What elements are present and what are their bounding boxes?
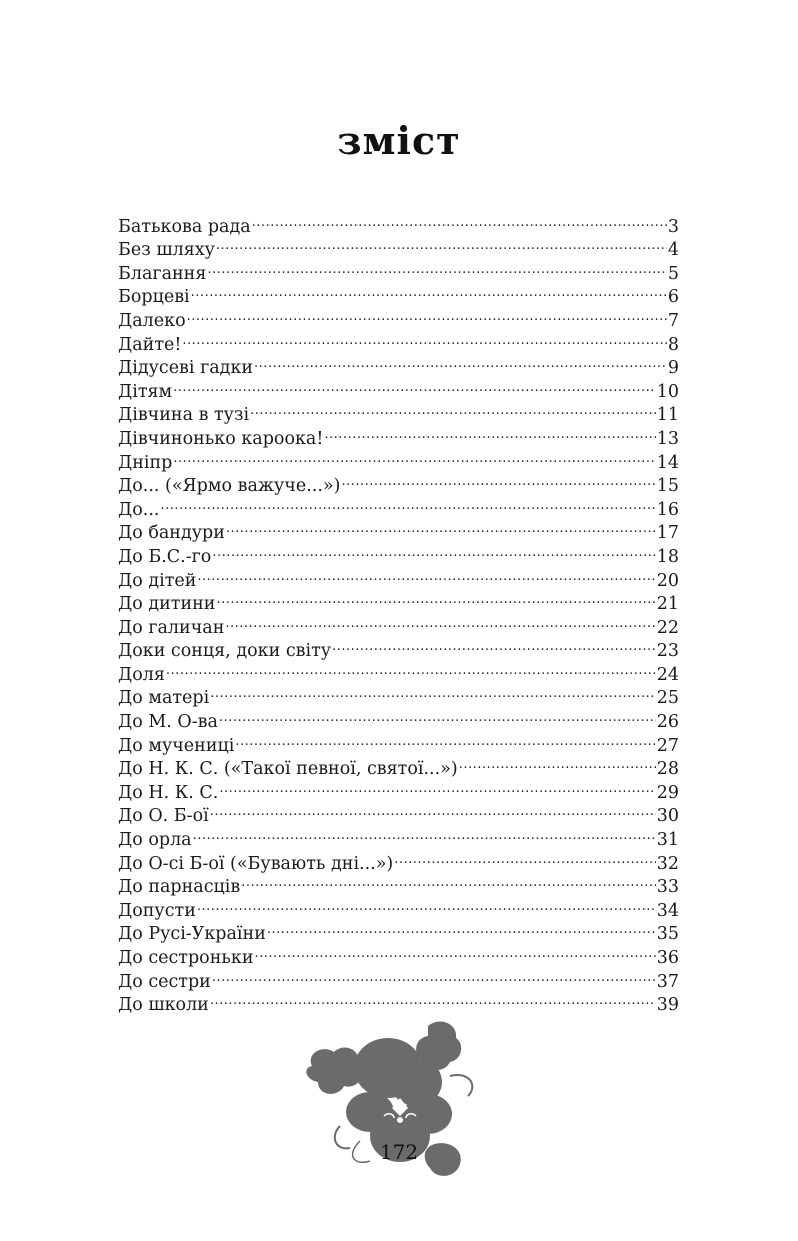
toc-entry-page: 7 xyxy=(667,310,679,331)
toc-entry-page: 39 xyxy=(656,995,679,1016)
toc-entry-page: 35 xyxy=(656,924,679,945)
toc-entry-page: 18 xyxy=(656,546,679,567)
toc-entry-title: До... xyxy=(118,499,160,520)
toc-entry-title: Дітям xyxy=(118,381,173,402)
toc-leader-dots xyxy=(210,680,656,704)
toc-entry-page: 36 xyxy=(656,948,679,968)
toc-leader-dots xyxy=(219,703,656,727)
toc-entry-page: 37 xyxy=(656,971,679,992)
toc-entry xyxy=(118,515,679,544)
toc-entry xyxy=(118,373,679,402)
toc-entry xyxy=(118,208,679,237)
toc-entry-title: Дівчина в тузі xyxy=(118,405,250,426)
toc-leader-dots xyxy=(191,279,667,303)
toc-entry-title: Батькова рада xyxy=(118,216,251,237)
toc-leader-dots xyxy=(332,633,656,657)
toc-entry xyxy=(118,302,679,331)
toc-entry-page: 27 xyxy=(656,735,679,756)
toc-leader-dots xyxy=(212,963,656,987)
toc-leader-dots xyxy=(255,939,656,963)
toc-entry-page: 17 xyxy=(656,523,679,544)
toc-entry xyxy=(118,680,679,709)
toc-leader-dots xyxy=(219,774,655,798)
toc-entry xyxy=(118,916,679,945)
toc-entry-title: До О-сі Б-ої («Бувають дні...») xyxy=(118,853,394,874)
toc-leader-dots xyxy=(341,468,655,492)
toc-entry xyxy=(118,397,679,426)
toc-entry xyxy=(118,326,679,355)
toc-leader-dots xyxy=(226,515,656,539)
toc-entry-page: 33 xyxy=(656,877,679,898)
toc-entry-page: 21 xyxy=(656,594,679,615)
toc-entry-page: 11 xyxy=(656,405,679,426)
toc-leader-dots xyxy=(197,562,655,586)
toc-leader-dots xyxy=(210,798,656,822)
toc-entry-title: До школи xyxy=(118,995,209,1016)
toc-entry-page: 24 xyxy=(656,664,679,685)
toc-leader-dots xyxy=(235,727,655,751)
toc-leader-dots xyxy=(166,656,656,680)
toc-entry-title: До... («Ярмо важуче...») xyxy=(118,476,341,497)
toc-entry-title: До орла xyxy=(118,830,192,851)
toc-entry xyxy=(118,586,679,615)
toc-leader-dots xyxy=(197,892,656,916)
toc-leader-dots xyxy=(193,821,656,845)
toc-entry-title: Дайте! xyxy=(118,334,182,355)
toc-entry-page: 6 xyxy=(667,287,679,308)
toc-entry-title: До матері xyxy=(118,688,210,709)
toc-leader-dots xyxy=(267,916,656,940)
toc-entry-page: 28 xyxy=(656,759,679,780)
toc-leader-dots xyxy=(250,397,656,421)
toc-entry-page: 26 xyxy=(656,712,679,733)
page-number: 172 xyxy=(379,1140,419,1164)
toc-entry-title: До бандури xyxy=(118,523,225,544)
toc-entry-title: Без шляху xyxy=(118,240,215,261)
toc-entry-page: 30 xyxy=(656,806,679,827)
toc-entry-page: 14 xyxy=(656,452,679,473)
toc-entry-page: 13 xyxy=(656,428,679,449)
toc-leader-dots xyxy=(252,208,667,232)
toc-entry-title: До М. О-ва xyxy=(118,712,218,733)
toc-entry xyxy=(118,845,679,874)
toc-entry-title: До Н. К. С. («Такої певної, святої...») xyxy=(118,759,458,780)
toc-entry-title: До Б.С.-го xyxy=(118,546,212,567)
toc-entry-title: Дніпр xyxy=(118,452,173,473)
toc-leader-dots xyxy=(212,538,655,562)
toc-entry-page: 16 xyxy=(656,499,679,520)
toc-entry-page: 3 xyxy=(667,216,679,237)
toc-entry-title: До дитини xyxy=(118,594,216,615)
toc-entry-title: Допусти xyxy=(118,900,196,921)
toc-leader-dots xyxy=(160,491,655,515)
toc-leader-dots xyxy=(216,586,655,610)
toc-entry-title: До сестри xyxy=(118,971,211,992)
toc-entry-title: Благання xyxy=(118,263,207,284)
toc-entry-title: Дівчинонько кароока! xyxy=(118,428,324,449)
toc-entry-title: Доки сонця, доки світу xyxy=(118,641,332,662)
toc-entry-title: До мучениці xyxy=(118,735,235,756)
toc-entry xyxy=(118,279,679,308)
toc-leader-dots xyxy=(182,326,666,350)
toc-leader-dots xyxy=(225,609,655,633)
toc-leader-dots xyxy=(207,255,666,279)
toc-leader-dots xyxy=(241,869,655,893)
toc-leader-dots xyxy=(324,420,655,444)
toc-entry-title: До галичан xyxy=(118,617,225,638)
toc-entry xyxy=(118,821,679,851)
toc-entry-page: 25 xyxy=(656,688,679,709)
toc-entry-page: 22 xyxy=(656,617,679,638)
table-of-contents xyxy=(118,208,679,1016)
toc-entry-page: 10 xyxy=(656,381,679,402)
toc-entry-title: До О. Б-ої xyxy=(118,806,209,827)
toc-entry-page: 32 xyxy=(656,853,679,874)
toc-entry-title: До дітей xyxy=(118,570,197,591)
toc-entry-page: 31 xyxy=(656,830,679,851)
toc-leader-dots xyxy=(187,302,667,326)
toc-entry-title: Борцеві xyxy=(118,287,190,308)
toc-leader-dots xyxy=(173,373,656,397)
toc-entry xyxy=(118,491,679,520)
toc-entry-title: До Русі-України xyxy=(118,924,266,945)
page-title: зміст xyxy=(337,118,461,163)
toc-entry-title: Далеко xyxy=(118,310,186,331)
toc-entry-title: Дідусеві гадки xyxy=(118,358,254,379)
toc-leader-dots xyxy=(210,987,656,1011)
toc-entry xyxy=(118,892,679,921)
toc-entry xyxy=(118,444,679,473)
toc-entry xyxy=(118,562,679,591)
toc-entry-page: 5 xyxy=(667,263,679,284)
toc-entry-page: 23 xyxy=(656,641,679,662)
toc-leader-dots xyxy=(216,232,667,256)
toc-entry-page: 20 xyxy=(656,570,679,591)
toc-entry-title: До сестроньки xyxy=(118,948,254,968)
toc-entry xyxy=(118,656,679,685)
toc-entry xyxy=(118,468,679,497)
toc-entry-page: 29 xyxy=(656,782,679,803)
toc-entry-page: 9 xyxy=(667,358,679,379)
toc-leader-dots xyxy=(254,350,667,374)
toc-entry-page: 4 xyxy=(667,240,679,261)
toc-leader-dots xyxy=(459,751,656,775)
toc-entry-page: 8 xyxy=(667,334,679,355)
toc-entry-page: 15 xyxy=(656,476,679,497)
toc-entry-title: До Н. К. С. xyxy=(118,782,219,803)
toc-entry-title: До парнасців xyxy=(118,877,241,898)
toc-entry xyxy=(118,350,679,379)
toc-entry-page: 34 xyxy=(656,900,679,921)
toc-leader-dots xyxy=(394,845,655,869)
toc-entry-title: Доля xyxy=(118,664,165,685)
toc-leader-dots xyxy=(173,444,655,468)
